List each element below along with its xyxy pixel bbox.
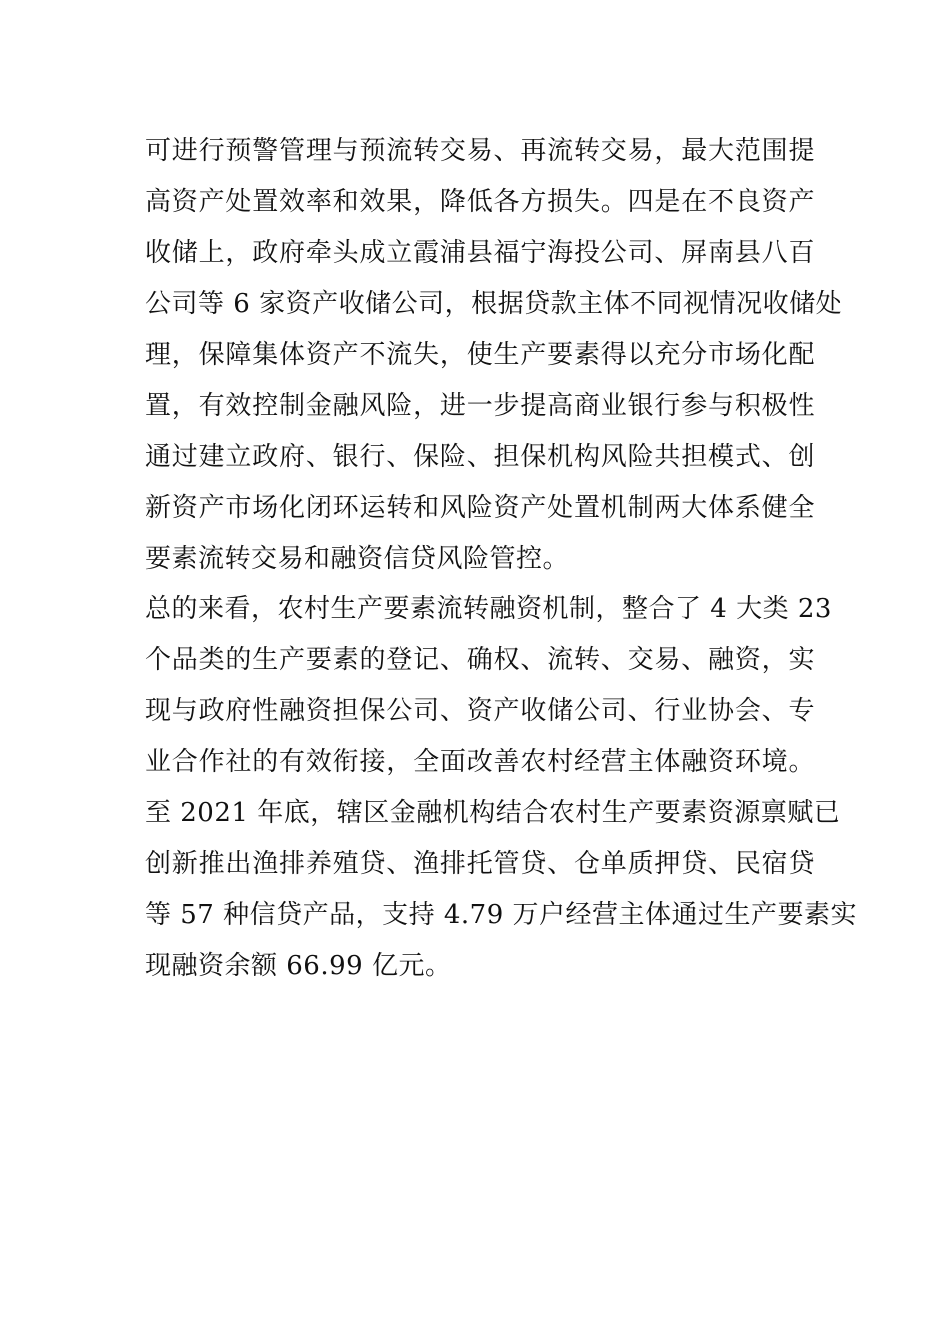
text-line: 公司等 6 家资产收储公司，根据贷款主体不同视情况收储处 — [145, 289, 843, 319]
paragraph-risk-control — [145, 126, 843, 585]
text-line: 新资产市场化闭环运转和风险资产处置机制两大体系健全 — [145, 493, 815, 523]
text-line: 理，保障集体资产不流失，使生产要素得以充分市场化配 — [145, 340, 815, 370]
text-line: 至 2021 年底，辖区金融机构结合农村生产要素资源禀赋已 — [145, 798, 841, 828]
text-line: 现与政府性融资担保公司、资产收储公司、行业协会、专 — [145, 696, 815, 726]
text-line: 可进行预警管理与预流转交易、再流转交易，最大范围提 — [145, 136, 815, 166]
text-line: 收储上，政府牵头成立霞浦县福宁海投公司、屏南县八百 — [145, 238, 815, 268]
paragraph-summary — [145, 584, 858, 992]
text-line: 通过建立政府、银行、保险、担保机构风险共担模式、创 — [145, 442, 815, 472]
text-line: 创新推出渔排养殖贷、渔排托管贷、仓单质押贷、民宿贷 — [145, 849, 815, 879]
text-line: 等 57 种信贷产品，支持 4.79 万户经营主体通过生产要素实 — [145, 900, 858, 930]
text-line: 置，有效控制金融风险，进一步提高商业银行参与积极性 — [145, 391, 815, 421]
text-line: 业合作社的有效衔接，全面改善农村经营主体融资环境。 — [145, 747, 815, 777]
text-line: 高资产处置效率和效果，降低各方损失。四是在不良资产 — [145, 187, 815, 217]
text-line: 总的来看，农村生产要素流转融资机制，整合了 4 大类 23 — [145, 594, 832, 624]
text-line: 要素流转交易和融资信贷风险管控。 — [145, 544, 570, 574]
text-line: 个品类的生产要素的登记、确权、流转、交易、融资，实 — [145, 645, 815, 675]
text-line: 现融资余额 66.99 亿元。 — [145, 951, 452, 981]
